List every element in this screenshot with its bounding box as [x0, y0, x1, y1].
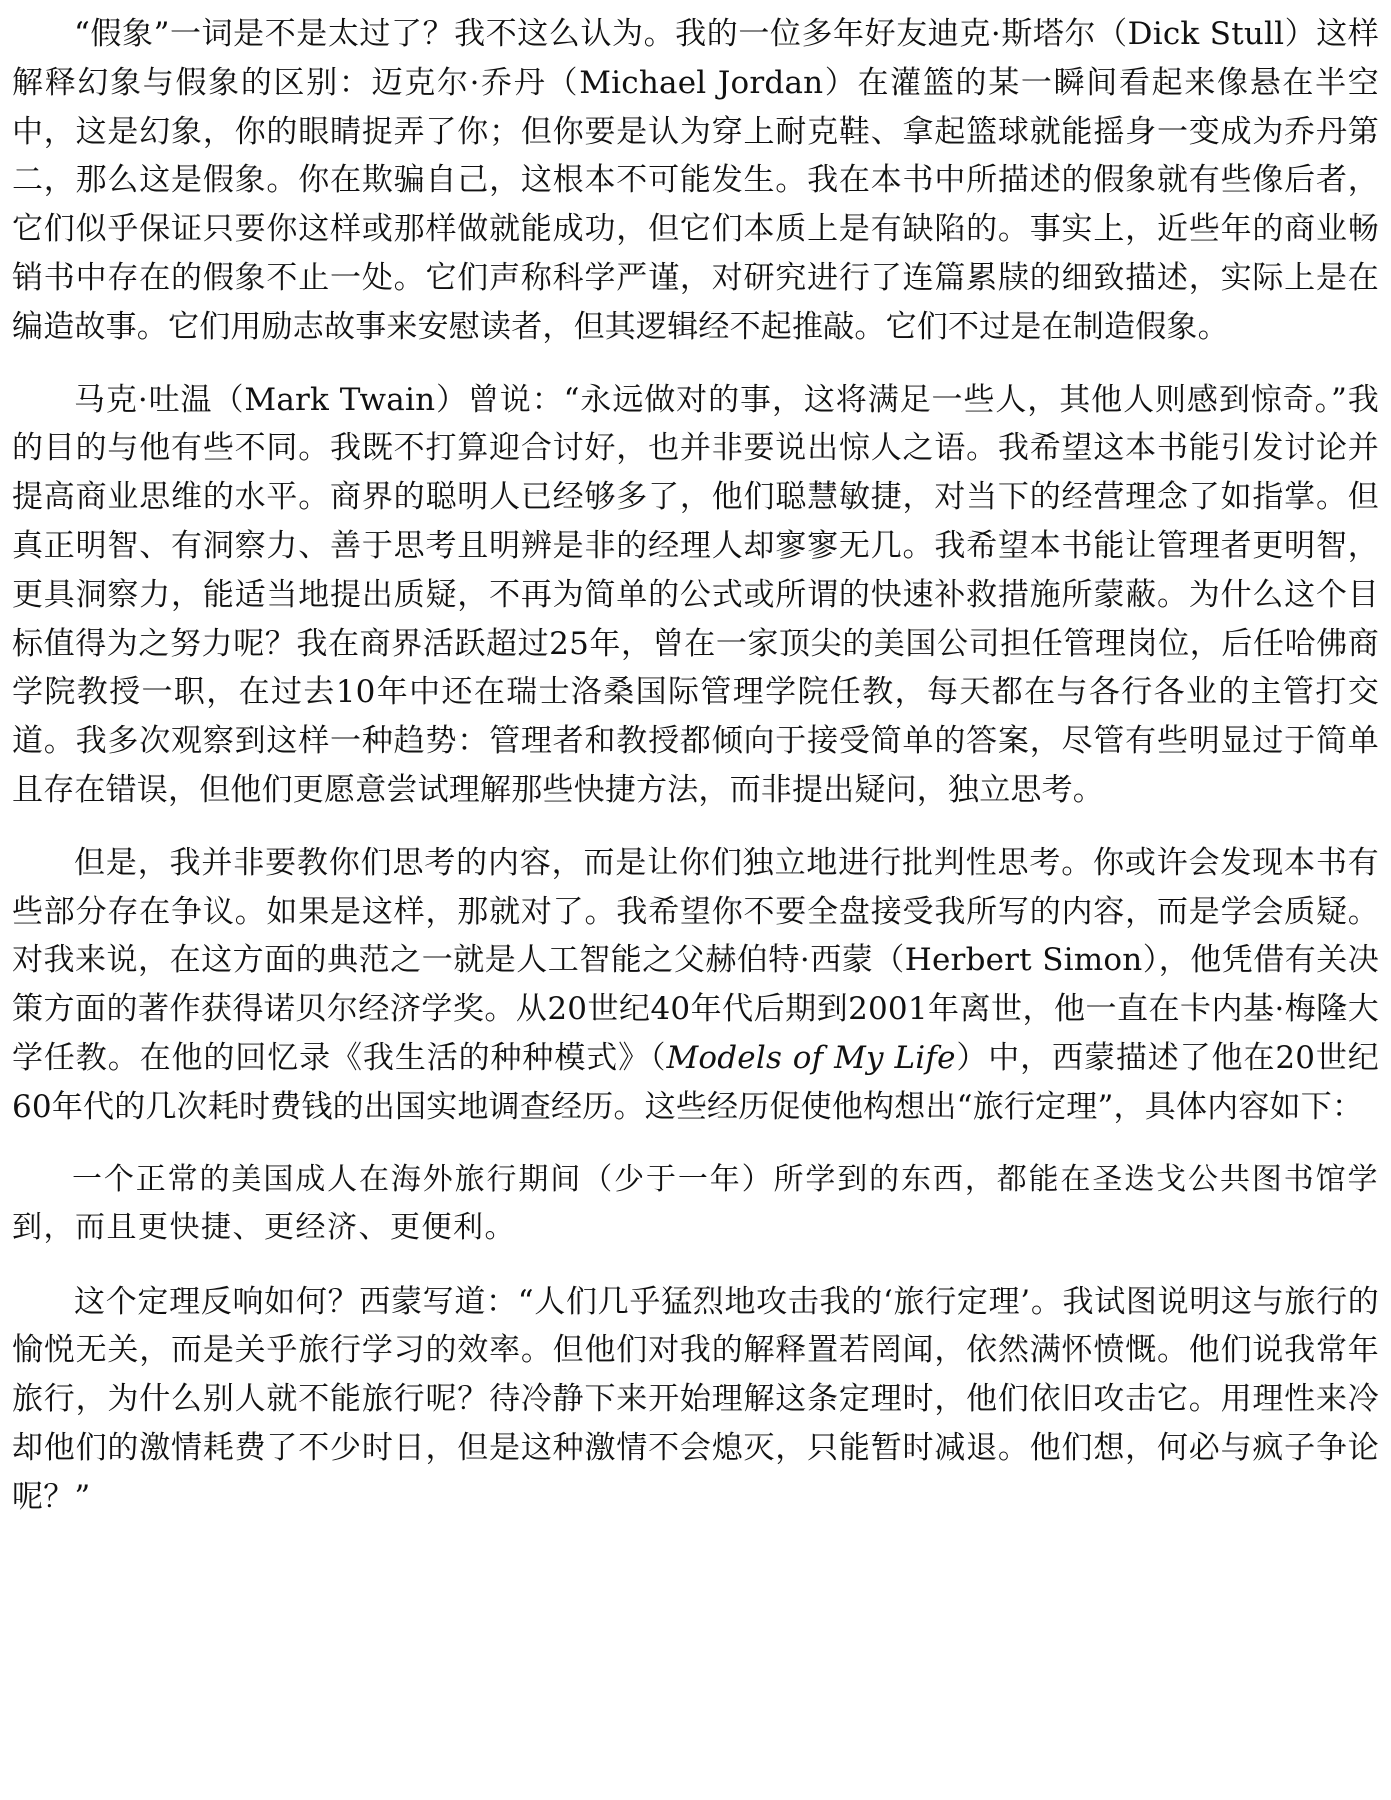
paragraph-text: ）中，西蒙描述了他在20世纪60年代的几次耗时费钱的出国实地调查经历。这些经历促使他构想出“旅行定理”，具体内容如下： — [12, 1039, 1380, 1125]
book-title-italic: Models of My Life — [666, 1039, 956, 1076]
paragraph-text: 但是，我并非要教你们思考的内容，而是让你们独立地进行批判性思考。你或许会发现本书有些部分存在争议。如果是这样，那就对了。我希望你不要全盘接受我所写的内容，而是学会质疑。对我来说，在这方面的典范之一就是人工智能之父赫伯特·西蒙（Herbert Simon），他凭借有关决策方面的著作获得诺贝尔经济学奖。从20世纪40年代后期到2001年离世，他一直在卡内基·梅隆大学任教。在他的回忆录《我生活的种种模式》（ — [12, 844, 1379, 1076]
paragraph-mark-twain — [12, 376, 1379, 815]
quote-text: 一个正常的美国成人在海外旅行期间（少于一年）所学到的东西，都能在圣迭戈公共图书馆学到，而且更快捷、更经济、更便利。 — [12, 1161, 1379, 1245]
paragraph-text: 马克·吐温（Mark Twain）曾说：“永远做对的事，这将满足一些人，其他人则感到惊奇。”我的目的与他有些不同。我既不打算迎合讨好，也并非要说出惊人之语。我希望这本书能引发讨论并提高商业思维的水平。商界的聪明人已经够多了，他们聪慧敏捷，对当下的经营理念了如指掌。但真正明智、有洞察力、善于思考且明辨是非的经理人却寥寥无几。我希望本书能让管理者更明智，更具洞察力，能适当地提出质疑，不再为简单的公式或所谓的快速补救措施所蒙蔽。为什么这个目标值得为之努力呢？我在商界活跃超过25年，曾在一家顶尖的美国公司担任管理岗位，后任哈佛商学院教授一职，在过去10年中还在瑞士洛桑国际管理学院任教，每天都在与各行各业的主管打交道。我多次观察到这样一种趋势：管理者和教授都倾向于接受简单的答案，尽管有些明显过于简单且存在错误，但他们更愿意尝试理解那些快捷方法，而非提出疑问，独立思考。 — [12, 381, 1379, 808]
paragraph-herbert-simon — [12, 839, 1379, 1132]
block-quote-travel-theorem — [12, 1156, 1379, 1252]
paragraph-illusion-definition — [12, 10, 1379, 352]
paragraph-theorem-reaction — [12, 1278, 1379, 1522]
paragraph-text: “假象”一词是不是太过了？我不这么认为。我的一位多年好友迪克·斯塔尔（Dick Stull）这样解释幻象与假象的区别：迈克尔·乔丹（Michael Jordan）在灌篮的某一瞬间看起来像悬在半空中，这是幻象，你的眼睛捉弄了你；但你要是认为穿上耐克鞋、拿起篮球就能摇身一变成为乔丹第二，那么这是假象。你在欺骗自己，这根本不可能发生。我在本书中所描述的假象就有些像后者，它们似乎保证只要你这样或那样做就能成功，但它们本质上是有缺陷的。事实上，近些年的商业畅销书中存在的假象不止一处。它们声称科学严谨，对研究进行了连篇累牍的细致描述，实际上是在编造故事。它们用励志故事来安慰读者，但其逻辑经不起推敲。它们不过是在制造假象。 — [12, 16, 1379, 345]
paragraph-text: 这个定理反响如何？西蒙写道：“人们几乎猛烈地攻击我的‘旅行定理’。我试图说明这与旅行的愉悦无关，而是关乎旅行学习的效率。但他们对我的解释置若罔闻，依然满怀愤慨。他们说我常年旅行，为什么别人就不能旅行呢？待冷静下来开始理解这条定理时，他们依旧攻击它。用理性来冷却他们的激情耗费了不少时日，但是这种激情不会熄灭，只能暂时减退。他们想，何必与疯子争论呢？” — [12, 1283, 1379, 1515]
